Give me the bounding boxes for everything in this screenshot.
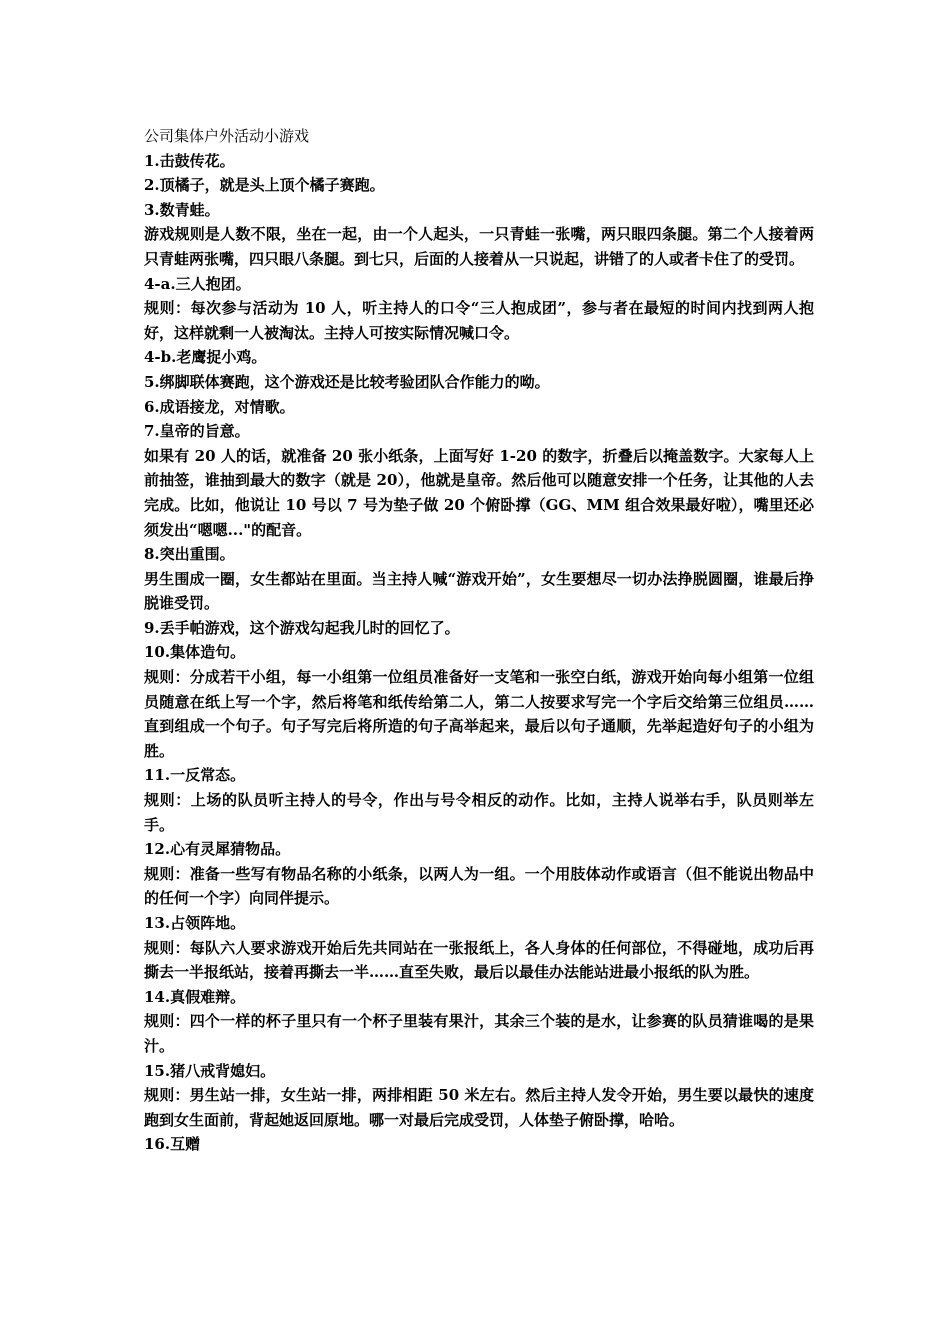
game-heading: 15.猪八戒背媳妇。: [144, 1061, 276, 1080]
game-rules: 规则：男生站一排，女生站一排，两排相距 50 米左右。然后主持人发令开始，男生要以最快的速度跑到女生面前，背起她返回原地。哪一对最后完成受罚，人体垫子俯卧撑，哈哈。: [144, 1086, 814, 1129]
game-rules: 男生围成一圈，女生都站在里面。当主持人喊“游戏开始”，女生要想尽一切办法挣脱圆圈，谁最后挣脱谁受罚。: [144, 569, 814, 613]
game-rules: 游戏规则是人数不限，坐在一起，由一个人起头，一只青蛙一张嘴，两只眼四条腿。第二个人接着两只青蛙两张嘴，四只眼八条腿。到七只，后面的人接着从一只说起，讲错了的人或者卡住了的受罚。: [144, 225, 814, 268]
game-heading: 7.皇帝的旨意。: [144, 422, 250, 441]
game-heading: 4-b.老鹰捉小鸡。: [144, 348, 267, 367]
game-heading: 4-a.三人抱团。: [144, 274, 251, 293]
game-heading: 5.绑脚联体赛跑，这个游戏还是比较考验团队合作能力的呦。: [144, 372, 550, 391]
document-title: 公司集体户外活动小游戏: [144, 127, 310, 145]
game-heading: 8.突出重围。: [144, 545, 235, 564]
document-page: [144, 124, 814, 1157]
game-rules: 如果有 20 人的话，就准备 20 张小纸条，上面写好 1-20 的数字，折叠后以掩盖数字。大家每人上前抽签，谁抽到最大的数字（就是 20），他就是皇帝。然后他可以随意安排一个任务，让其他的人去完成。比如，他说让 10 号以 7 号为垫子做 20 个俯卧撑（GG、MM 组合效果最好啦），嘴里还必须发出“嗯嗯..."的配音。: [144, 446, 814, 539]
game-heading: 16.互赠: [144, 1135, 201, 1154]
game-rules: 规则：上场的队员听主持人的号令，作出与号令相反的动作。比如，主持人说举右手，队员则举左手。: [144, 791, 814, 834]
game-heading: 13.占领阵地。: [144, 914, 246, 932]
game-heading: 1.击鼓传花。: [144, 151, 235, 170]
game-heading: 14.真假难辩。: [144, 987, 246, 1006]
game-heading: 2.顶橘子，就是头上顶个橘子赛跑。: [144, 176, 385, 195]
game-rules: 规则：四个一样的杯子里只有一个杯子里装有果汁，其余三个装的是水，让参赛的队员猜谁喝的是果汁。: [144, 1012, 814, 1055]
game-rules: 规则：每队六人要求游戏开始后先共同站在一张报纸上，各人身体的任何部位，不得碰地，成功后再撕去一半报纸站，接着再撕去一半……直至失败，最后以最佳办法能站进最小报纸的队为胜。: [144, 938, 814, 982]
game-rules: 规则：准备一些写有物品名称的小纸条，以两人为一组。一个用肢体动作或语言（但不能说出物品中的任何一个字）向同伴提示。: [144, 864, 814, 908]
game-heading: 9.丢手帕游戏，这个游戏勾起我儿时的回忆了。: [144, 618, 460, 637]
game-rules: 规则：每次参与活动为 10 人，听主持人的口令“三人抱成团”，参与者在最短的时间内找到两人抱好，这样就剩一人被淘汰。主持人可按实际情况喊口令。: [144, 299, 814, 342]
game-heading: 11.一反常态。: [144, 766, 246, 785]
game-heading: 10.集体造句。: [144, 643, 246, 662]
game-rules: 规则：分成若干小组，每一小组第一位组员准备好一支笔和一张空白纸，游戏开始向每小组第一位组员随意在纸上写一个字，然后将笔和纸传给第二人，第二人按要求写完一个字后交给第三位组员……直到组成一个句子。句子写完后将所造的句子高举起来，最后以句子通顺，先举起造好句子的小组为胜。: [144, 668, 814, 760]
game-heading: 12.心有灵犀猜物品。: [144, 840, 291, 859]
game-heading: 3.数青蛙。: [144, 200, 220, 219]
game-heading: 6.成语接龙，对情歌。: [144, 397, 295, 416]
